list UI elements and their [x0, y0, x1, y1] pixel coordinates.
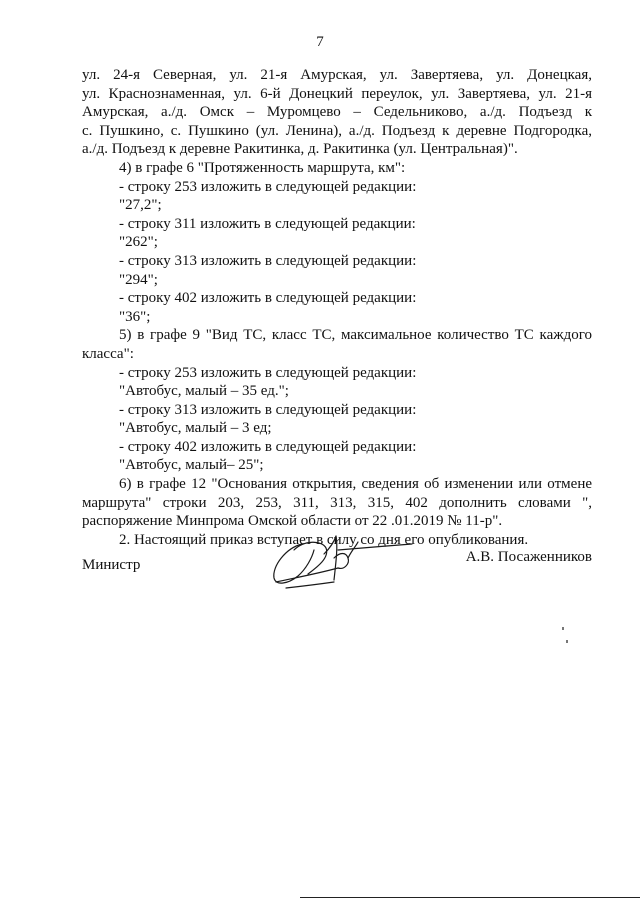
body-line: а./д. Подъезд к деревне Ракитинка, д. Ракитинка (ул. Центральная)".: [82, 141, 518, 158]
scan-speck: [562, 627, 564, 630]
body-line: "27,2";: [119, 197, 162, 214]
body-line: ул. Краснознаменная, ул. 6-й Донецкий переулок, ул. Завертяева, ул. 21-я: [82, 85, 592, 102]
handwritten-signature: [264, 528, 414, 598]
body-line: ул. 24-я Северная, ул. 21-я Амурская, ул. Завертяева, ул. Донецкая,: [82, 67, 592, 83]
body-line: - строку 253 изложить в следующей редакции:: [119, 178, 417, 195]
document-body: [82, 66, 592, 549]
body-line: - строку 311 изложить в следующей редакции:: [119, 215, 416, 232]
body-line: "Автобус, малый– 25";: [119, 457, 264, 474]
body-line: 4) в графе 6 "Протяженность маршрута, км":: [119, 159, 406, 176]
body-line: "36";: [119, 308, 151, 325]
body-line: класса":: [82, 345, 134, 362]
page-number: 7: [316, 34, 324, 50]
scan-speck: [566, 640, 568, 643]
body-line: распоряжение Минпрома Омской области от 22 .01.2019 № 11-р".: [82, 513, 503, 530]
body-line: 5) в графе 9 "Вид ТС, класс ТС, максимальное количество ТС каждого: [119, 327, 592, 344]
body-line: "Автобус, малый – 3 ед;: [119, 420, 272, 437]
signer-name: А.В. Посаженников: [465, 549, 592, 565]
body-line: "262";: [119, 234, 158, 251]
body-line: - строку 313 изложить в следующей редакции:: [119, 252, 417, 269]
body-line: - строку 402 изложить в следующей редакции:: [119, 438, 417, 455]
page-bottom-rule: [300, 897, 640, 898]
body-line: 2. Настоящий приказ вступает в силу со дня его опубликования.: [119, 531, 529, 548]
body-line: Амурская, а./д. Омск – Муромцево – Седельниково, а./д. Подъезд к: [82, 104, 592, 121]
signer-title: Министр: [82, 557, 141, 573]
body-line: 6) в графе 12 "Основания открытия, сведения об изменении или отмене: [119, 476, 592, 493]
body-line: "Автобус, малый – 35 ед.";: [119, 383, 289, 400]
body-line: - строку 313 изложить в следующей редакции:: [119, 401, 417, 418]
body-line: "294";: [119, 271, 158, 288]
body-line: маршрута" строки 203, 253, 311, 313, 315, 402 дополнить словами ",: [82, 494, 592, 511]
body-line: - строку 253 изложить в следующей редакции:: [119, 364, 417, 381]
body-line: - строку 402 изложить в следующей редакции:: [119, 290, 417, 307]
body-line: с. Пушкино, с. Пушкино (ул. Ленина), а./д. Подъезд к деревне Подгородка,: [82, 122, 592, 139]
